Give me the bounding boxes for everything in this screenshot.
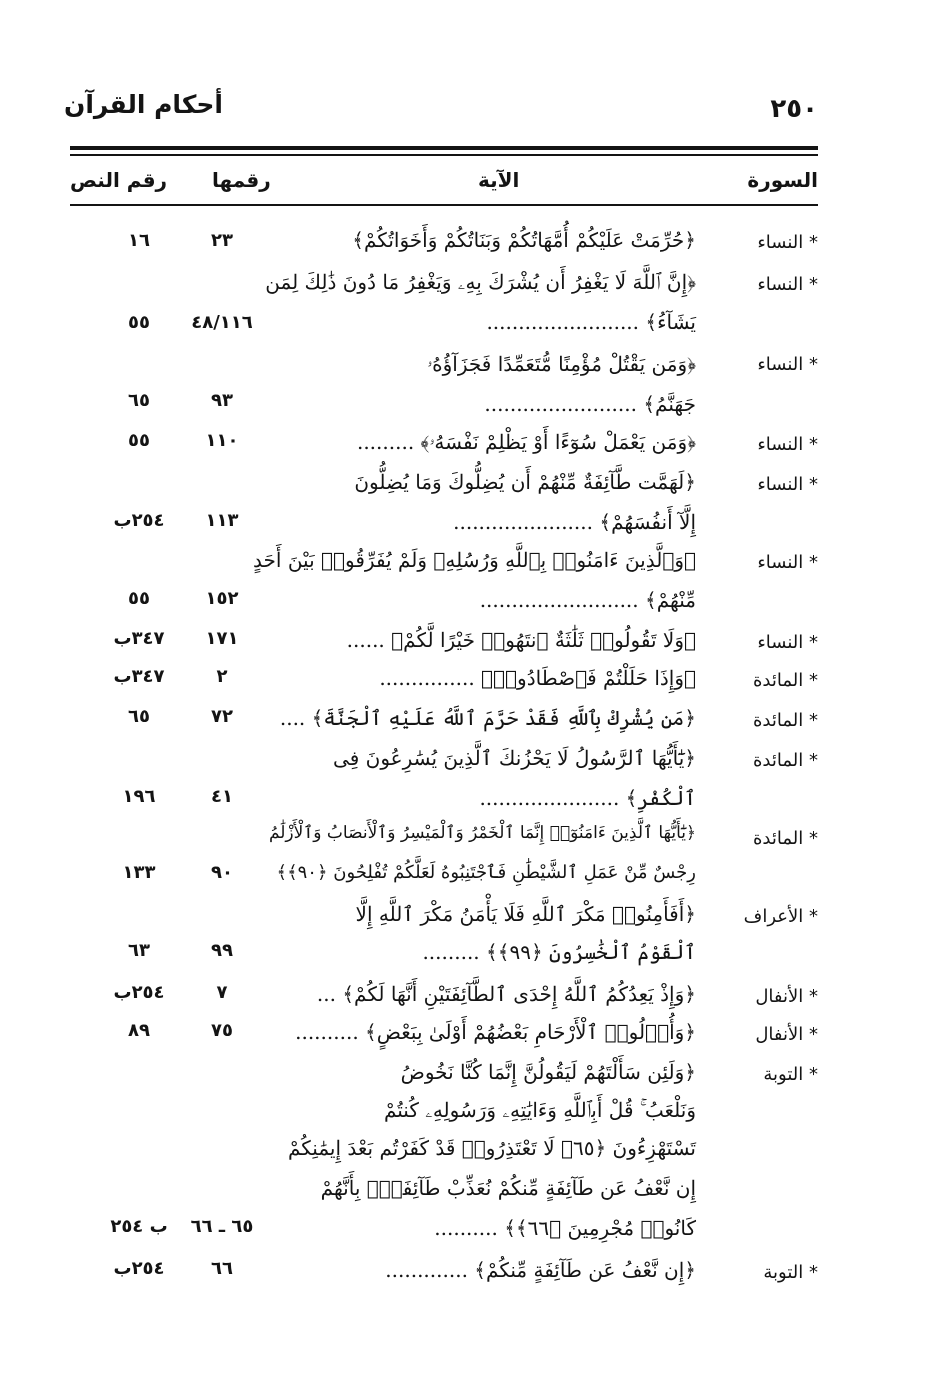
ayah-number: ٦٦ bbox=[211, 1258, 233, 1279]
verse-line: ﴿وَإِذْ يَعِدُكُمُ ٱللَّهُ إِحْدَى ٱلطَّآئِفَتَيْنِ أَنَّهَا لَكُمْ﴾ ... bbox=[316, 982, 696, 1006]
text-number: ٥٥ bbox=[128, 312, 150, 333]
verse-line: ﴿وَمَن يَعْمَلْ سُوٓءًا أَوْ يَظْلِمْ نَفْسَهُۥ﴾ ......... bbox=[356, 430, 696, 454]
verse-line: ﴿وَإِذَا حَلَلْتُمْ فَٱصْطَادُوا۟﴾ ............... bbox=[379, 666, 696, 690]
ayah-number: ١١٠ bbox=[205, 430, 239, 451]
book-title: أحكام القرآن bbox=[64, 90, 223, 119]
verse-line: ﴿يَٰٓأَيُّهَا ٱلَّذِينَ ءَامَنُوٓا۟ إِنَّمَا ٱلْخَمْرُ وَٱلْمَيْسِرُ وَٱلْأَنصَابُ وَٱلْأَزْلَٰمُ bbox=[268, 823, 696, 843]
verse-line: ﴿لَهَمَّت طَّآئِفَةٌ مِّنْهُمْ أَن يُضِلُّوكَ وَمَا يُضِلُّونَ bbox=[354, 470, 696, 494]
text-number: ٣٤٧ب bbox=[113, 628, 165, 649]
surah-name: * المائدة bbox=[753, 670, 818, 691]
verse-line: وَنَلْعَبُ ۚ قُلْ أَبِٱللَّهِ وَءَايَٰتِهِۦ وَرَسُولِهِۦ كُنتُمْ bbox=[383, 1098, 696, 1122]
column-header-ayah-number: رقمها bbox=[212, 168, 271, 192]
verse-line: مِّنْهُمْ﴾ ......................... bbox=[479, 588, 696, 612]
ayah-number: ١٥٢ bbox=[205, 588, 239, 609]
surah-name: * النساء bbox=[757, 632, 818, 653]
verse-line: ﴿وَمَن يَقْتُلْ مُؤْمِنًا مُّتَعَمِّدًا فَجَزَآؤُهُۥ bbox=[427, 352, 696, 376]
surah-name: * التوبة bbox=[763, 1262, 818, 1283]
text-number: ١٩٦ bbox=[122, 786, 156, 807]
verse-line: ﴿مَن يُشْرِكْ بِٱللَّهِ فَقَدْ حَرَّمَ ٱللَّهُ عَلَيْهِ ٱلْجَنَّةَ﴾ .... bbox=[279, 706, 696, 730]
text-number: ٥٥ bbox=[128, 588, 150, 609]
ayah-number: ٤٨/١١٦ bbox=[191, 312, 253, 333]
text-number: ٢٥٤ب bbox=[113, 1258, 165, 1279]
text-number: ٣٤٧ب bbox=[113, 666, 165, 687]
header-rule-thin bbox=[70, 154, 818, 156]
ayah-number: ٧٢ bbox=[211, 706, 233, 727]
column-header-text-number: رقم النص bbox=[70, 168, 168, 192]
surah-name: * النساء bbox=[757, 434, 818, 455]
ayah-number: ١٧١ bbox=[205, 628, 239, 649]
text-number: ٦٣ bbox=[128, 940, 150, 961]
verse-line: ﴿إِنَّ ٱللَّهَ لَا يَغْفِرُ أَن يُشْرَكَ بِهِۦ وَيَغْفِرُ مَا دُونَ ذَٰلِكَ لِمَن bbox=[265, 270, 696, 294]
header-rule-thick bbox=[70, 146, 818, 150]
verse-line: إِلَّآ أَنفُسَهُمْ﴾ ...................... bbox=[453, 510, 696, 534]
surah-name: * النساء bbox=[757, 552, 818, 573]
text-number: ١٦ bbox=[128, 230, 150, 251]
verse-line: جَهَنَّمُ﴾ ........................ bbox=[484, 392, 696, 416]
ayah-number: ٢ bbox=[216, 666, 228, 687]
verse-line: ﴿وَلَا تَقُولُوا۟ ثَلَٰثَةٌ ٱنتَهُوا۟ خَيْرًا لَّكُمْ﴾ ...... bbox=[346, 628, 696, 652]
ayah-number: ٢٣ bbox=[211, 230, 233, 251]
verse-line: ﴿أَفَأَمِنُوا۟ مَكْرَ ٱللَّهِ فَلَا يَأْمَنُ مَكْرَ ٱللَّهِ إِلَّا bbox=[355, 902, 696, 926]
surah-name: * الأنفال bbox=[755, 986, 818, 1007]
ayah-number: ١١٣ bbox=[205, 510, 239, 531]
verse-line: رِجْسٌ مِّنْ عَمَلِ ٱلشَّيْطَٰنِ فَٱجْتَنِبُوهُ لَعَلَّكُمْ تُفْلِحُونَ ﴿٩٠﴾﴾ bbox=[276, 862, 696, 883]
verse-line: يَشَآءُ﴾ ........................ bbox=[486, 310, 696, 334]
ayah-number: ٩٣ bbox=[211, 390, 233, 411]
ayah-number: ٩٠ bbox=[211, 862, 233, 883]
column-header-surah: السورة bbox=[747, 168, 818, 192]
ayah-number: ٧ bbox=[216, 982, 228, 1003]
text-number: ١٣٣ bbox=[122, 862, 156, 883]
column-header-ayah: الآية bbox=[478, 168, 520, 192]
page-number: ٢٥٠ bbox=[770, 94, 818, 124]
ayah-number: ٤١ bbox=[211, 786, 233, 807]
verse-line: ﴿وَٱلَّذِينَ ءَامَنُوا۟ بِٱللَّهِ وَرُسُلِهِۦ وَلَمْ يُفَرِّقُوا۟ بَيْنَ أَحَدٍ bbox=[253, 548, 696, 572]
ayah-number: ٦٥ ـ ٦٦ bbox=[190, 1216, 254, 1237]
text-number: ٢٥٤ب bbox=[113, 510, 165, 531]
verse-line: إِن نَّعْفُ عَن طَآئِفَةٍ مِّنكُمْ نُعَذِّبْ طَآئِفَةًۢ بِأَنَّهُمْ bbox=[320, 1176, 696, 1200]
surah-name: * النساء bbox=[757, 474, 818, 495]
verse-line: ﴿حُرِّمَتْ عَلَيْكُمْ أُمَّهَاتُكُمْ وَبَنَاتُكُمْ وَأَخَوَاتُكُمْ﴾ bbox=[352, 228, 696, 252]
surah-name: * الأنفال bbox=[755, 1024, 818, 1045]
surah-name: * الأعراف bbox=[743, 906, 818, 927]
verse-line: كَانُوا۟ مُجْرِمِينَ ﴿٦٦﴾﴾ .......... bbox=[434, 1216, 696, 1240]
text-number: ٢٥٤ب bbox=[113, 982, 165, 1003]
text-number: ٦٥ bbox=[128, 390, 150, 411]
verse-line: ٱلْقَوْمُ ٱلْخَٰسِرُونَ ﴿٩٩﴾﴾ ......... bbox=[422, 940, 696, 964]
verse-line: ﴿إِن نَّعْفُ عَن طَآئِفَةٍ مِّنكُمْ﴾ ............. bbox=[385, 1258, 696, 1282]
surah-name: * النساء bbox=[757, 274, 818, 295]
verse-line: ﴿يَٰٓأَيُّهَا ٱلرَّسُولُ لَا يَحْزُنكَ ٱلَّذِينَ يُسَٰرِعُونَ فِى bbox=[333, 746, 696, 770]
column-header-rule bbox=[70, 204, 818, 206]
verse-line: ٱلْكُفْرِ﴾ ...................... bbox=[479, 786, 696, 810]
surah-name: * المائدة bbox=[753, 750, 818, 771]
surah-name: * المائدة bbox=[753, 710, 818, 731]
verse-line: تَسْتَهْزِءُونَ ﴿٦٥﴾ لَا تَعْتَذِرُوا۟ قَدْ كَفَرْتُم بَعْدَ إِيمَٰنِكُمْ bbox=[287, 1136, 696, 1160]
ayah-number: ٧٥ bbox=[211, 1020, 233, 1041]
ayah-number: ٩٩ bbox=[211, 940, 233, 961]
surah-name: * النساء bbox=[757, 354, 818, 375]
surah-name: * المائدة bbox=[753, 828, 818, 849]
text-number: ٦٥ bbox=[128, 706, 150, 727]
surah-name: * النساء bbox=[757, 232, 818, 253]
verse-line: ﴿وَلَئِن سَأَلْتَهُمْ لَيَقُولُنَّ إِنَّمَا كُنَّا نَخُوضُ bbox=[400, 1060, 696, 1084]
text-number: ٨٩ bbox=[128, 1020, 150, 1041]
text-number: ٥٥ bbox=[128, 430, 150, 451]
verse-line: ﴿وَأُو۟لُوا۟ ٱلْأَرْحَامِ بَعْضُهُمْ أَوْلَىٰ بِبَعْضٍ﴾ .......... bbox=[295, 1020, 696, 1044]
text-number: ب ٢٥٤ bbox=[110, 1216, 168, 1237]
surah-name: * التوبة bbox=[763, 1064, 818, 1085]
